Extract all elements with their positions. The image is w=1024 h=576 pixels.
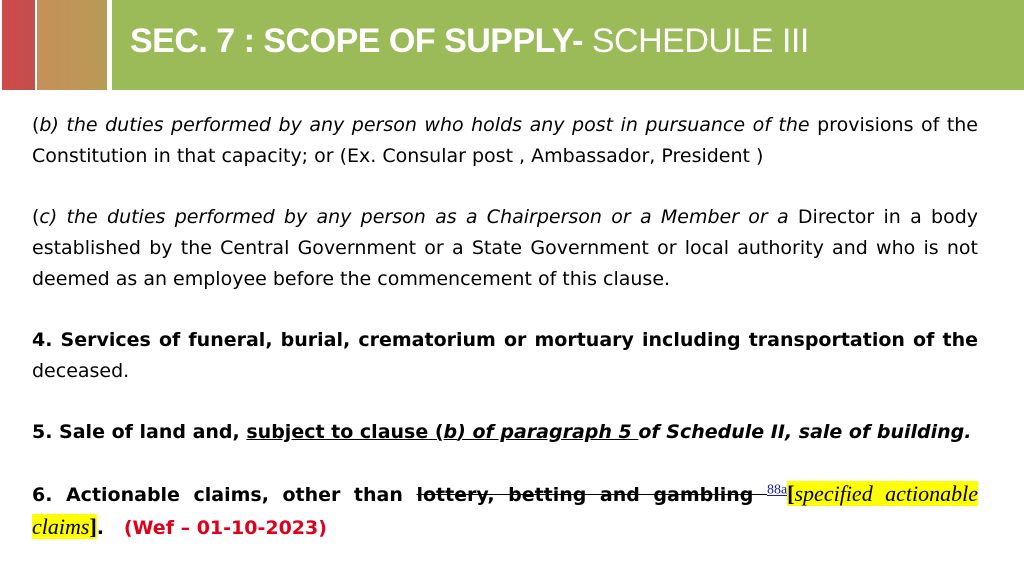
paragraph-b (32, 110, 978, 172)
item-6-period: . (96, 517, 104, 539)
paren-open: ( (32, 114, 40, 136)
paragraph-5 (32, 417, 978, 448)
slide-content (32, 110, 978, 544)
item-4-bold: 4. Services of funeral, burial, crematorium or mortuary including transportation of the (32, 329, 978, 351)
bracket-close: ] (89, 514, 97, 539)
paragraph-c (32, 202, 978, 295)
item-4-rest: deceased. (32, 360, 130, 382)
wef-date: (Wef – 01-10-2023) (104, 517, 327, 539)
clause-letter: b (39, 114, 52, 136)
paragraph-6 (32, 478, 978, 544)
clause-letter: c (39, 206, 50, 228)
clause-italic-text: ) the duties performed by any person who holds any post in pursuance of the (51, 114, 810, 136)
clause-rest-text: Director in a body established by the Central Government or a State Government or local authority and who is not deemed as an employee before the commencement of this clause. (32, 206, 978, 290)
item-5-u1: subject to clause ( (246, 421, 444, 443)
paragraph-4 (32, 325, 978, 387)
amendment-text: specified actionable claims (32, 481, 978, 539)
slide-title (130, 22, 809, 61)
accent-block-gold (37, 0, 107, 90)
item-5-letter: b (443, 421, 458, 443)
item-5-u2: ) of paragraph 5 (457, 421, 639, 443)
item-5-underlined (246, 421, 638, 443)
clause-italic-text: ) the duties performed by any person as a Chairperson or a Member or a (49, 206, 789, 228)
slide-title-bold: SEC. 7 : SCOPE OF SUPPLY- (130, 22, 583, 60)
footnote-link[interactable]: 88a (766, 482, 788, 498)
item-6-struck-text: lottery, betting and gambling (416, 484, 767, 506)
item-6-start: 6. Actionable claims, other than (32, 484, 417, 506)
clause-rest-text: provisions of the Constitution in that capacity; or (Ex. Consular post , Ambassador, President ) (32, 114, 978, 167)
slide-title-regular: SCHEDULE III (582, 22, 809, 60)
paren-open: ( (32, 206, 40, 228)
item-5-start: 5. Sale of land and, (32, 421, 247, 443)
bracket-open: [ (787, 481, 795, 506)
item-5-tail: of Schedule II, sale of building. (638, 421, 972, 443)
accent-block-red (2, 0, 35, 90)
